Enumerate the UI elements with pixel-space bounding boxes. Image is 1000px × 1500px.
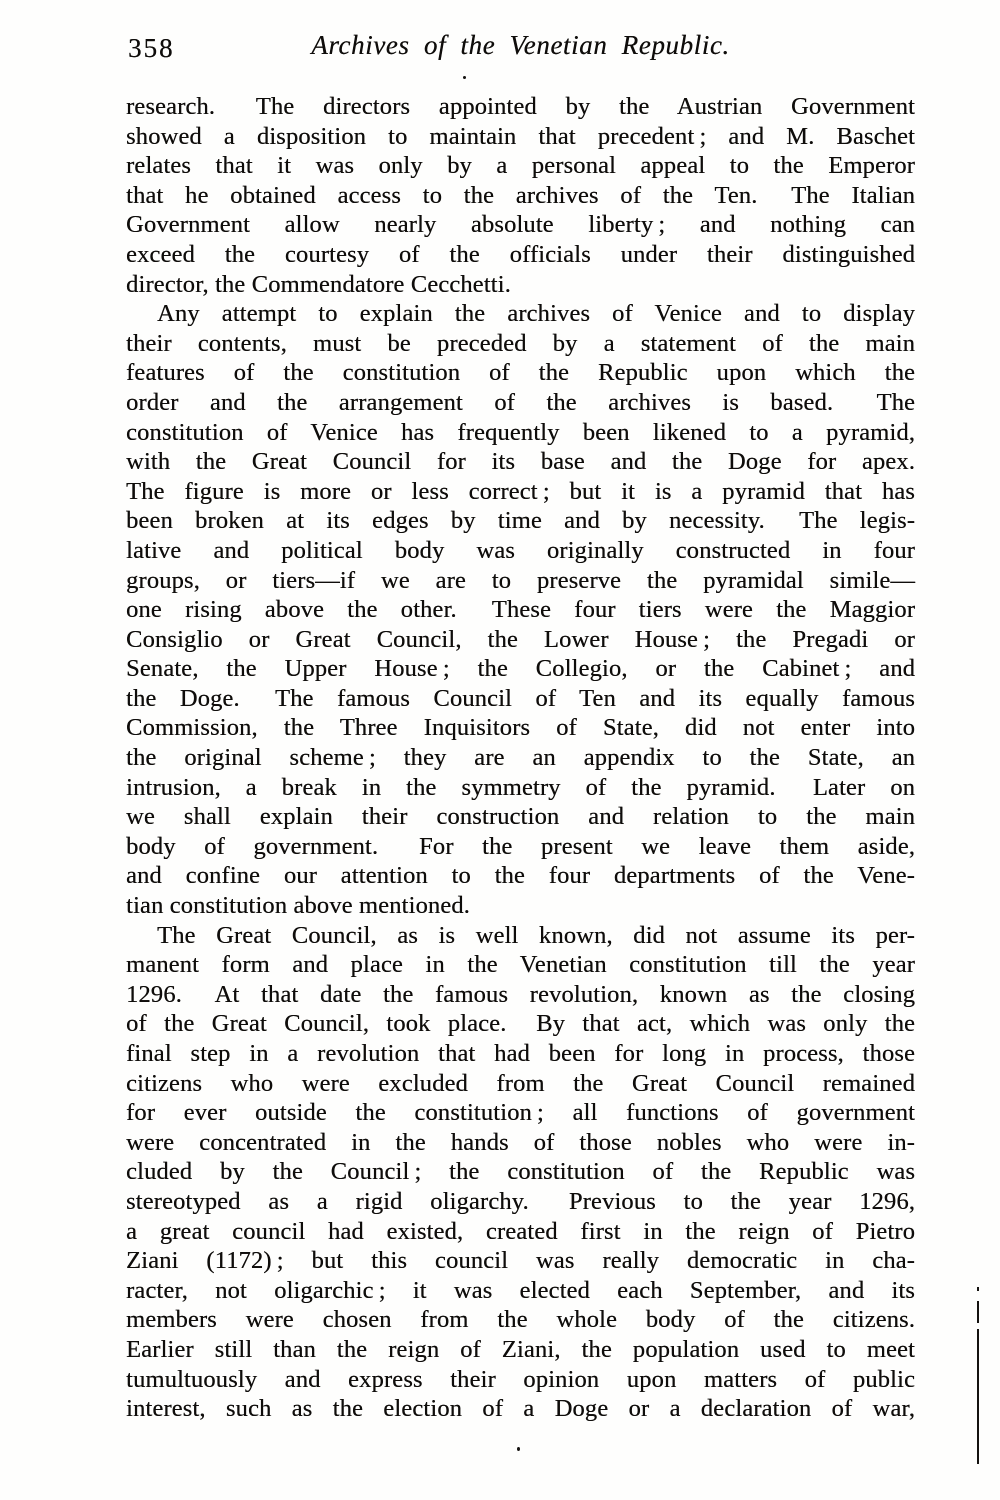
page-number: 358 xyxy=(128,33,175,63)
text-line: and confine our attention to the four departments of the Vene- xyxy=(126,862,915,890)
running-title: Archives of the Venetian Republic. xyxy=(311,30,730,60)
scan-artifact-dot xyxy=(463,76,466,79)
text-line: a great council had existed, created first in the reign of Pietro xyxy=(126,1217,915,1245)
text-line: with the Great Council for its base and the Doge for apex. xyxy=(126,448,915,476)
text-line: groups, or tiers—if we are to preserve the pyramidal simile— xyxy=(126,566,915,594)
text-line: director, the Commendatore Cecchetti. xyxy=(126,270,511,298)
text-line: one rising above the other. These four tiers were the Maggior xyxy=(126,596,915,624)
text-line: the Doge. The famous Council of Ten and its equally famous xyxy=(126,684,915,712)
text-line: features of the constitution of the Republic upon which the xyxy=(126,359,915,387)
text-line: racter, not oligarchic ; it was elected each September, and its xyxy=(126,1276,915,1304)
text-line: Consiglio or Great Council, the Lower House ; the Pregadi or xyxy=(126,625,915,653)
text-line: stereotyped as a rigid oligarchy. Previous to the year 1296, xyxy=(126,1187,915,1215)
text-line: order and the arrangement of the archives is based. The xyxy=(126,388,915,416)
text-line: Any attempt to explain the archives of Venice and to display xyxy=(157,300,915,328)
text-line: been broken at its edges by time and by necessity. The legis- xyxy=(126,507,915,535)
text-line: Government allow nearly absolute liberty ; and nothing can xyxy=(126,211,915,239)
text-line: citizens who were excluded from the Great Council remained xyxy=(126,1069,915,1097)
text-line: Commission, the Three Inquisitors of State, did not enter into xyxy=(126,714,915,742)
text-line: members were chosen from the whole body of the citizens. xyxy=(126,1306,915,1334)
text-line: the original scheme ; they are an appendix to the State, an xyxy=(126,744,915,772)
text-line: intrusion, a break in the symmetry of the pyramid. Later on xyxy=(126,773,915,801)
text-line: their contents, must be preceded by a statement of the main xyxy=(126,329,915,357)
text-line: research. The directors appointed by the Austrian Government xyxy=(126,93,915,120)
scan-artifact-edge-mark xyxy=(977,1287,979,1291)
text-line: Earlier still than the reign of Ziani, the population used to meet xyxy=(126,1335,915,1363)
text-line: relates that it was only by a personal appeal to the Emperor xyxy=(126,152,915,180)
text-line: Ziani (1172) ; but this council was really democratic in cha- xyxy=(126,1247,915,1275)
text-line: showed a disposition to maintain that precedent ; and M. Baschet xyxy=(126,122,915,150)
text-line: that he obtained access to the archives of the Ten. The Italian xyxy=(126,181,915,209)
text-block xyxy=(126,92,915,1424)
text-line: interest, such as the election of a Doge or a declaration of war, xyxy=(126,1395,915,1423)
text-line: for ever outside the constitution ; all functions of government xyxy=(126,1099,915,1127)
text-line: The figure is more or less correct ; but it is a pyramid that has xyxy=(126,477,915,505)
text-line: Senate, the Upper House ; the Collegio, or the Cabinet ; and xyxy=(126,655,915,683)
text-line: cluded by the Council ; the constitution of the Republic was xyxy=(126,1158,915,1186)
text-line: of the Great Council, took place. By that act, which was only the xyxy=(126,1010,915,1038)
text-line: we shall explain their construction and relation to the main xyxy=(126,803,915,831)
text-line: manent form and place in the Venetian constitution till the year xyxy=(126,951,915,979)
text-line: lative and political body was originally constructed in four xyxy=(126,536,915,564)
text-line: final step in a revolution that had been for long in process, those xyxy=(126,1040,915,1067)
text-line: body of government. For the present we leave them aside, xyxy=(126,832,915,860)
scan-artifact-dot xyxy=(517,1447,520,1451)
text-line: exceed the courtesy of the officials under their distinguished xyxy=(126,240,915,268)
text-line: 1296. At that date the famous revolution, known as the closing xyxy=(126,980,915,1008)
running-head xyxy=(126,30,915,70)
text-line: tian constitution above mentioned. xyxy=(126,892,470,920)
scan-artifact-edge-line xyxy=(977,1329,979,1464)
scan-artifact-edge-mark xyxy=(977,1301,979,1323)
text-line: tumultuously and express their opinion upon matters of public xyxy=(126,1365,915,1393)
text-line: were concentrated in the hands of those nobles who were in- xyxy=(126,1128,915,1156)
text-line: The Great Council, as is well known, did not assume its per- xyxy=(157,921,915,949)
text-line: constitution of Venice has frequently been likened to a pyramid, xyxy=(126,418,915,446)
